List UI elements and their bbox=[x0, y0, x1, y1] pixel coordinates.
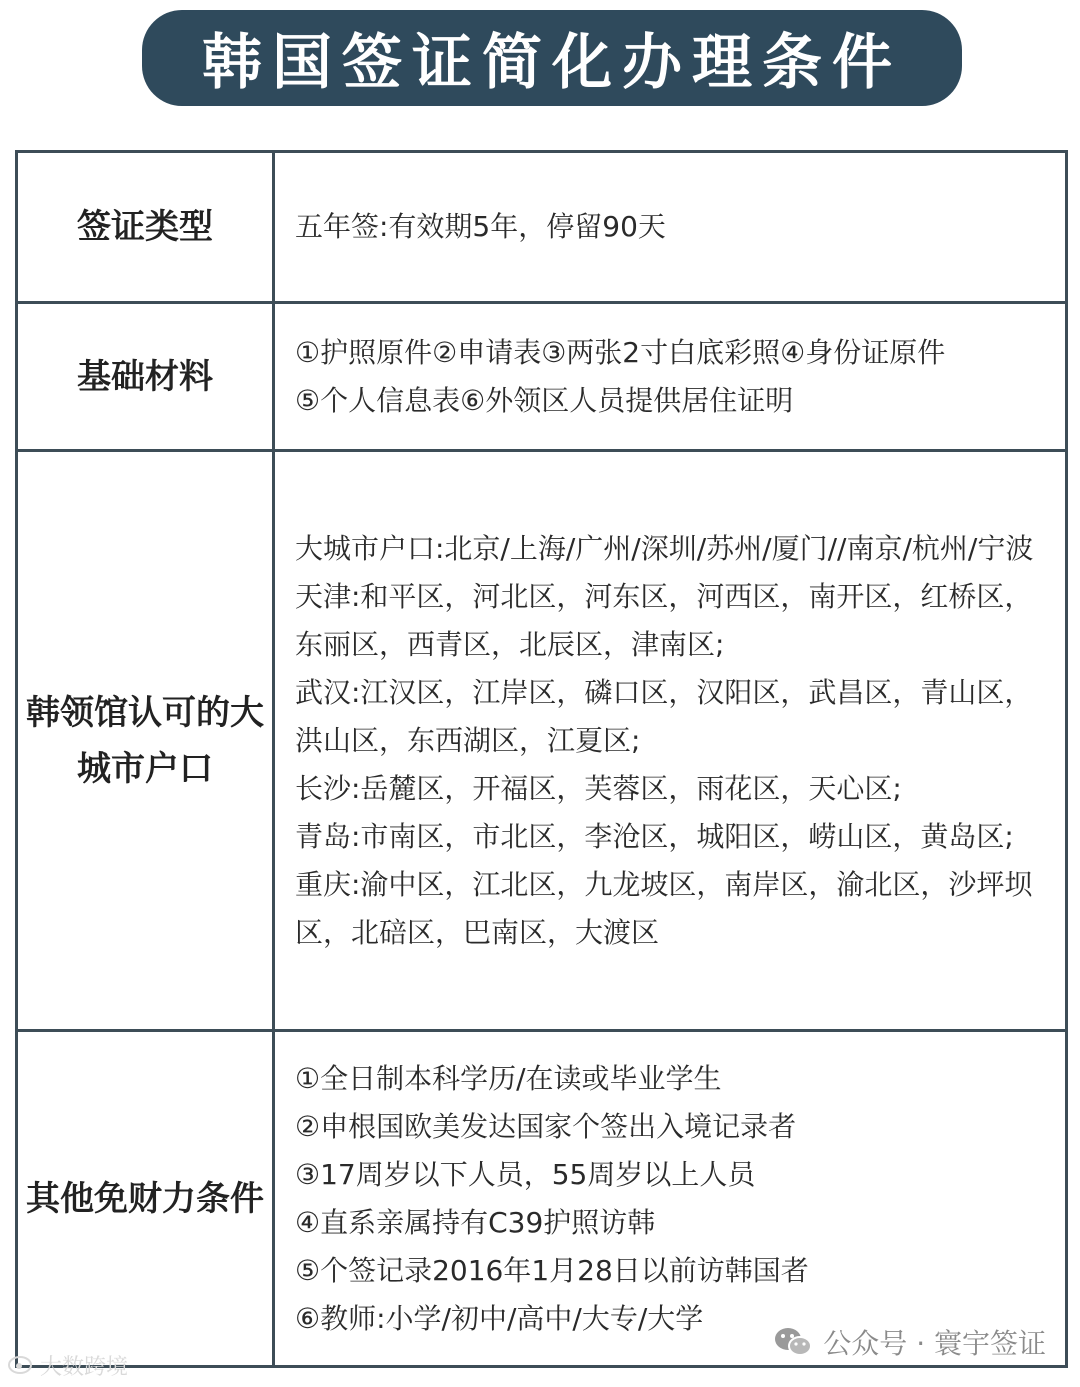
table-row bbox=[17, 152, 1067, 303]
page-title: 韩国签证简化办理条件 bbox=[202, 28, 902, 98]
content-line: ①护照原件②申请表③两张2寸白底彩照④身份证原件 bbox=[295, 335, 946, 369]
content-line: 青岛:市南区，市北区，李沧区，城阳区，崂山区，黄岛区; bbox=[295, 819, 1014, 853]
table-row bbox=[17, 1031, 1067, 1367]
row-content bbox=[274, 1031, 1067, 1367]
content-line: ③17周岁以下人员，55周岁以上人员 bbox=[295, 1157, 756, 1191]
content-line: 重庆:渝中区，江北区，九龙坡区，南岸区，渝北区，沙坪坝区，北碚区，巴南区，大渡区 bbox=[295, 867, 1033, 949]
watermark-left bbox=[8, 1350, 128, 1381]
watermark-right-text: 公众号 · 寰宇签证 bbox=[823, 1327, 1046, 1360]
row-content bbox=[274, 152, 1067, 303]
content-line: ②申根国欧美发达国家个签出入境记录者 bbox=[295, 1109, 797, 1143]
content-line: 长沙:岳麓区，开福区，芙蓉区，雨花区，天心区; bbox=[295, 771, 902, 805]
content-line: ①全日制本科学历/在读或毕业学生 bbox=[295, 1061, 722, 1095]
weibo-icon bbox=[8, 1352, 34, 1380]
content-line: ⑤个人信息表⑥外领区人员提供居住证明 bbox=[295, 383, 794, 417]
content-line: ⑥教师:小学/初中/高中/大专/大学 bbox=[295, 1301, 704, 1335]
content-line: 五年签:有效期5年，停留90天 bbox=[295, 210, 666, 243]
wechat-icon bbox=[773, 1326, 813, 1358]
table-row bbox=[17, 303, 1067, 451]
content-line: 大城市户口:北京/上海/广州/深圳/苏州/厦门//南京/杭州/宁波 bbox=[295, 531, 1034, 565]
content-line: 武汉:江汉区，江岸区，磷口区，汉阳区，武昌区，青山区，洪山区，东西湖区，江夏区; bbox=[295, 675, 1033, 757]
visa-conditions-table bbox=[15, 150, 1068, 1368]
row-label: 基础材料 bbox=[17, 303, 274, 451]
row-content bbox=[274, 451, 1067, 1031]
watermark-left-text: 大数跨境 bbox=[40, 1355, 129, 1380]
watermark-right bbox=[773, 1322, 1046, 1362]
row-label: 其他免财力条件 bbox=[17, 1031, 274, 1367]
content-line: ④直系亲属持有C39护照访韩 bbox=[295, 1205, 656, 1239]
row-content bbox=[274, 303, 1067, 451]
row-label: 签证类型 bbox=[17, 152, 274, 303]
content-line: 天津:和平区，河北区，河东区，河西区，南开区，红桥区，东丽区，西青区，北辰区，津南区; bbox=[295, 579, 1033, 661]
row-label: 韩领馆认可的大城市户口 bbox=[17, 451, 274, 1031]
table-row bbox=[17, 451, 1067, 1031]
title-banner bbox=[142, 10, 962, 106]
content-line: ⑤个签记录2016年1月28日以前访韩国者 bbox=[295, 1253, 809, 1287]
